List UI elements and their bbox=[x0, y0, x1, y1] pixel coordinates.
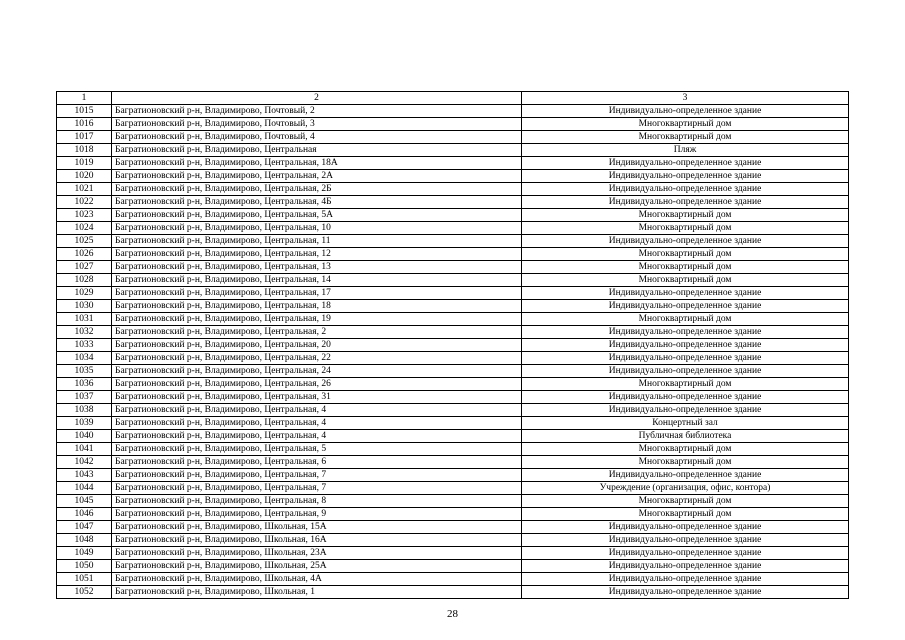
row-number: 1032 bbox=[57, 326, 112, 339]
row-number: 1019 bbox=[57, 157, 112, 170]
table-row bbox=[57, 495, 849, 508]
row-number: 1052 bbox=[57, 586, 112, 599]
table-row bbox=[57, 300, 849, 313]
object-type-cell: Индивидуально-определенное здание bbox=[522, 235, 849, 248]
object-type-cell: Многоквартирный дом bbox=[522, 495, 849, 508]
row-number: 1050 bbox=[57, 560, 112, 573]
row-number: 1015 bbox=[57, 105, 112, 118]
address-cell: Багратионовский р-н, Владимирово, Центральная, 13 bbox=[112, 261, 522, 274]
address-cell: Багратионовский р-н, Владимирово, Центральная, 14 bbox=[112, 274, 522, 287]
table-row bbox=[57, 209, 849, 222]
address-cell: Багратионовский р-н, Владимирово, Центральная, 7 bbox=[112, 482, 522, 495]
row-number: 1047 bbox=[57, 521, 112, 534]
address-table bbox=[56, 91, 849, 599]
address-cell: Багратионовский р-н, Владимирово, Центральная, 2А bbox=[112, 170, 522, 183]
row-number: 1037 bbox=[57, 391, 112, 404]
table-row bbox=[57, 118, 849, 131]
table-row bbox=[57, 534, 849, 547]
table-row bbox=[57, 573, 849, 586]
table-row bbox=[57, 274, 849, 287]
row-number: 1044 bbox=[57, 482, 112, 495]
table-row bbox=[57, 560, 849, 573]
address-cell: Багратионовский р-н, Владимирово, Школьная, 4А bbox=[112, 573, 522, 586]
row-number: 1018 bbox=[57, 144, 112, 157]
object-type-cell: Индивидуально-определенное здание bbox=[522, 521, 849, 534]
row-number: 1038 bbox=[57, 404, 112, 417]
address-cell: Багратионовский р-н, Владимирово, Центральная, 4 bbox=[112, 430, 522, 443]
row-number: 1040 bbox=[57, 430, 112, 443]
object-type-cell: Многоквартирный дом bbox=[522, 248, 849, 261]
row-number: 1020 bbox=[57, 170, 112, 183]
row-number: 1023 bbox=[57, 209, 112, 222]
address-cell: Багратионовский р-н, Владимирово, Центральная, 5А bbox=[112, 209, 522, 222]
address-cell: Багратионовский р-н, Владимирово, Почтовый, 4 bbox=[112, 131, 522, 144]
table-row bbox=[57, 183, 849, 196]
row-number: 1043 bbox=[57, 469, 112, 482]
table-row bbox=[57, 443, 849, 456]
address-cell: Багратионовский р-н, Владимирово, Школьная, 25А bbox=[112, 560, 522, 573]
address-cell: Багратионовский р-н, Владимирово, Почтовый, 3 bbox=[112, 118, 522, 131]
row-number: 1035 bbox=[57, 365, 112, 378]
table-row bbox=[57, 391, 849, 404]
table-row bbox=[57, 417, 849, 430]
address-cell: Багратионовский р-н, Владимирово, Школьная, 23А bbox=[112, 547, 522, 560]
row-number: 1025 bbox=[57, 235, 112, 248]
address-cell: Багратионовский р-н, Владимирово, Центральная, 24 bbox=[112, 365, 522, 378]
object-type-cell: Многоквартирный дом bbox=[522, 456, 849, 469]
table-row bbox=[57, 261, 849, 274]
table-row bbox=[57, 157, 849, 170]
table-row bbox=[57, 339, 849, 352]
page-number: 28 bbox=[447, 608, 458, 620]
object-type-cell: Индивидуально-определенное здание bbox=[522, 339, 849, 352]
address-cell: Багратионовский р-н, Владимирово, Центральная, 6 bbox=[112, 456, 522, 469]
object-type-cell: Публичная библиотека bbox=[522, 430, 849, 443]
row-number: 1024 bbox=[57, 222, 112, 235]
object-type-cell: Индивидуально-определенное здание bbox=[522, 157, 849, 170]
address-cell: Багратионовский р-н, Владимирово, Центральная, 31 bbox=[112, 391, 522, 404]
row-number: 1036 bbox=[57, 378, 112, 391]
table-row bbox=[57, 196, 849, 209]
row-number: 1042 bbox=[57, 456, 112, 469]
object-type-cell: Индивидуально-определенное здание bbox=[522, 287, 849, 300]
address-cell: Багратионовский р-н, Владимирово, Центральная, 11 bbox=[112, 235, 522, 248]
row-number: 1029 bbox=[57, 287, 112, 300]
row-number: 1046 bbox=[57, 508, 112, 521]
table-row bbox=[57, 235, 849, 248]
table-row bbox=[57, 326, 849, 339]
object-type-cell: Многоквартирный дом bbox=[522, 209, 849, 222]
table-row bbox=[57, 430, 849, 443]
object-type-cell: Индивидуально-определенное здание bbox=[522, 547, 849, 560]
object-type-cell: Индивидуально-определенное здание bbox=[522, 183, 849, 196]
table-row bbox=[57, 222, 849, 235]
table-row bbox=[57, 482, 849, 495]
table-row bbox=[57, 170, 849, 183]
table-row bbox=[57, 404, 849, 417]
object-type-cell: Индивидуально-определенное здание bbox=[522, 586, 849, 599]
object-type-cell: Индивидуально-определенное здание bbox=[522, 365, 849, 378]
row-number: 1033 bbox=[57, 339, 112, 352]
address-cell: Багратионовский р-н, Владимирово, Центральная, 18 bbox=[112, 300, 522, 313]
address-cell: Багратионовский р-н, Владимирово, Центральная, 4 bbox=[112, 404, 522, 417]
address-cell: Багратионовский р-н, Владимирово, Центральная, 5 bbox=[112, 443, 522, 456]
address-cell: Багратионовский р-н, Владимирово, Почтовый, 2 bbox=[112, 105, 522, 118]
object-type-cell: Индивидуально-определенное здание bbox=[522, 534, 849, 547]
table-row bbox=[57, 365, 849, 378]
table-row bbox=[57, 248, 849, 261]
address-cell: Багратионовский р-н, Владимирово, Школьная, 15А bbox=[112, 521, 522, 534]
table-row bbox=[57, 313, 849, 326]
address-cell: Багратионовский р-н, Владимирово, Центральная, 22 bbox=[112, 352, 522, 365]
address-cell: Багратионовский р-н, Владимирово, Центральная, 10 bbox=[112, 222, 522, 235]
object-type-cell: Индивидуально-определенное здание bbox=[522, 560, 849, 573]
address-cell: Багратионовский р-н, Владимирово, Центральная, 17 bbox=[112, 287, 522, 300]
row-number: 1041 bbox=[57, 443, 112, 456]
object-type-cell: Пляж bbox=[522, 144, 849, 157]
row-number: 1031 bbox=[57, 313, 112, 326]
row-number: 1034 bbox=[57, 352, 112, 365]
object-type-cell: Многоквартирный дом bbox=[522, 274, 849, 287]
row-number: 1039 bbox=[57, 417, 112, 430]
table-row bbox=[57, 378, 849, 391]
address-cell: Багратионовский р-н, Владимирово, Центральная, 4 bbox=[112, 417, 522, 430]
row-number: 1049 bbox=[57, 547, 112, 560]
object-type-cell: Индивидуально-определенное здание bbox=[522, 196, 849, 209]
table-body bbox=[57, 105, 849, 599]
column-header-1: 1 bbox=[57, 92, 112, 105]
address-cell: Багратионовский р-н, Владимирово, Центральная, 20 bbox=[112, 339, 522, 352]
object-type-cell: Учреждение (организация, офис, контора) bbox=[522, 482, 849, 495]
address-cell: Багратионовский р-н, Владимирово, Центральная, 9 bbox=[112, 508, 522, 521]
row-number: 1026 bbox=[57, 248, 112, 261]
object-type-cell: Многоквартирный дом bbox=[522, 508, 849, 521]
address-cell: Багратионовский р-н, Владимирово, Центральная, 12 bbox=[112, 248, 522, 261]
address-cell: Багратионовский р-н, Владимирово, Центральная, 26 bbox=[112, 378, 522, 391]
address-cell: Багратионовский р-н, Владимирово, Школьная, 1 bbox=[112, 586, 522, 599]
row-number: 1030 bbox=[57, 300, 112, 313]
table-row bbox=[57, 508, 849, 521]
object-type-cell: Индивидуально-определенное здание bbox=[522, 326, 849, 339]
address-cell: Багратионовский р-н, Владимирово, Центральная bbox=[112, 144, 522, 157]
table-row bbox=[57, 469, 849, 482]
row-number: 1017 bbox=[57, 131, 112, 144]
object-type-cell: Индивидуально-определенное здание bbox=[522, 469, 849, 482]
column-header-3: 3 bbox=[522, 92, 849, 105]
address-cell: Багратионовский р-н, Владимирово, Школьная, 16А bbox=[112, 534, 522, 547]
object-type-cell: Индивидуально-определенное здание bbox=[522, 170, 849, 183]
object-type-cell: Индивидуально-определенное здание bbox=[522, 573, 849, 586]
address-cell: Багратионовский р-н, Владимирово, Центральная, 2 bbox=[112, 326, 522, 339]
column-header-2: 2 bbox=[112, 92, 522, 105]
object-type-cell: Индивидуально-определенное здание bbox=[522, 300, 849, 313]
address-cell: Багратионовский р-н, Владимирово, Центральная, 4Б bbox=[112, 196, 522, 209]
table-row bbox=[57, 144, 849, 157]
object-type-cell: Многоквартирный дом bbox=[522, 261, 849, 274]
address-cell: Багратионовский р-н, Владимирово, Центральная, 7 bbox=[112, 469, 522, 482]
table-row bbox=[57, 521, 849, 534]
table-row bbox=[57, 547, 849, 560]
row-number: 1028 bbox=[57, 274, 112, 287]
table-row bbox=[57, 105, 849, 118]
address-cell: Багратионовский р-н, Владимирово, Центральная, 8 bbox=[112, 495, 522, 508]
object-type-cell: Многоквартирный дом bbox=[522, 222, 849, 235]
table-row bbox=[57, 131, 849, 144]
table-header-row bbox=[57, 92, 849, 105]
object-type-cell: Многоквартирный дом bbox=[522, 118, 849, 131]
row-number: 1045 bbox=[57, 495, 112, 508]
row-number: 1051 bbox=[57, 573, 112, 586]
row-number: 1027 bbox=[57, 261, 112, 274]
object-type-cell: Многоквартирный дом bbox=[522, 313, 849, 326]
row-number: 1021 bbox=[57, 183, 112, 196]
object-type-cell: Индивидуально-определенное здание bbox=[522, 352, 849, 365]
table-row bbox=[57, 456, 849, 469]
row-number: 1048 bbox=[57, 534, 112, 547]
object-type-cell: Индивидуально-определенное здание bbox=[522, 105, 849, 118]
object-type-cell: Концертный зал bbox=[522, 417, 849, 430]
object-type-cell: Многоквартирный дом bbox=[522, 131, 849, 144]
address-cell: Багратионовский р-н, Владимирово, Центральная, 2Б bbox=[112, 183, 522, 196]
table-row bbox=[57, 586, 849, 599]
table-row bbox=[57, 287, 849, 300]
row-number: 1016 bbox=[57, 118, 112, 131]
row-number: 1022 bbox=[57, 196, 112, 209]
address-cell: Багратионовский р-н, Владимирово, Центральная, 19 bbox=[112, 313, 522, 326]
address-cell: Багратионовский р-н, Владимирово, Центральная, 18А bbox=[112, 157, 522, 170]
table-row bbox=[57, 352, 849, 365]
object-type-cell: Индивидуально-определенное здание bbox=[522, 404, 849, 417]
object-type-cell: Многоквартирный дом bbox=[522, 378, 849, 391]
object-type-cell: Многоквартирный дом bbox=[522, 443, 849, 456]
object-type-cell: Индивидуально-определенное здание bbox=[522, 391, 849, 404]
